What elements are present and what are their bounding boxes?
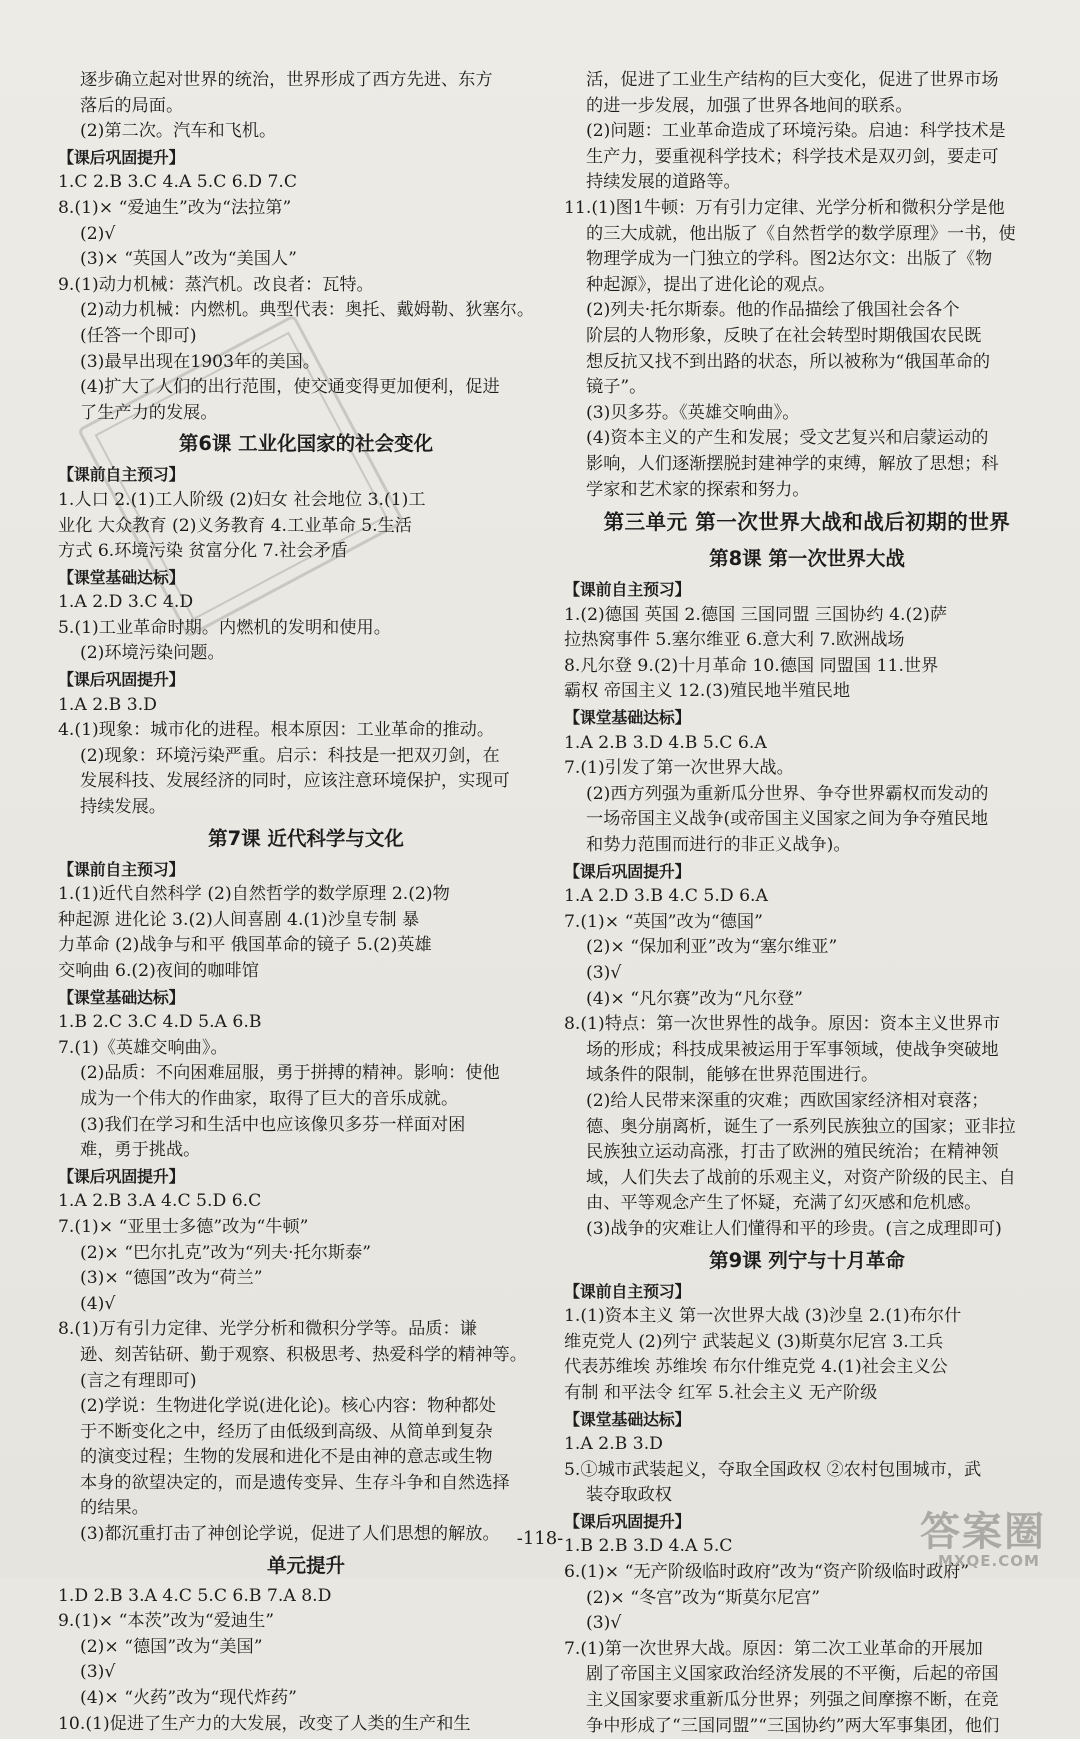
left-text-line: 种起源 进化论 3.(2)人间喜剧 4.(1)沙皇专制 暴 [58,909,420,930]
right-text-line: 影响，人们逐渐摆脱封建神学的束缚，解放了思想；科 [586,453,999,474]
right-text-line: (2)问题：工业革命造成了环境污染。启迪：科学技术是 [586,121,1006,142]
left-text-line: 力革命 (2)战争与和平 俄国革命的镜子 5.(2)英雄 [58,935,432,956]
right-text-line: 民族独立运动高涨，打击了欧洲的殖民统治；在精神领 [586,1142,999,1163]
right-text-line: (2)给人民带来深重的灾难；西欧国家经济相对衰落； [586,1090,989,1111]
left-text-line: 交响曲 6.(2)夜间的咖啡馆 [58,961,259,981]
right-text-line: (3)√ [586,963,622,983]
right-text-line: (2)列夫·托尔斯泰。他的作品描绘了俄国社会各个 [586,300,960,321]
left-text-line: 1.(1)近代自然科学 (2)自然哲学的数学原理 2.(2)物 [58,884,450,905]
right-text-line: 1.(1)资本主义 第一次世界大战 (3)沙皇 2.(1)布尔什 [564,1306,962,1327]
right-text-line: 的三大成就，他出版了《自然哲学的数学原理》一书，使 [586,223,1016,244]
right-text-line: 7.(1)引发了第一次世界大战。 [564,758,794,779]
right-section-heading: 【课堂基础达标】 [564,1409,691,1429]
right-section-heading: 【课堂基础达标】 [564,708,691,728]
right-text-line: 拉热窝事件 5.塞尔维亚 6.意大利 7.欧洲战场 [564,630,905,651]
left-section-heading: 【课前自主预习】 [58,465,185,485]
left-lesson-title: 第6课 工业化国家的社会变化 [178,432,434,456]
right-text-line: 1.A 2.B 3.D [564,1434,663,1455]
right-text-line: 一场帝国主义战争(或帝国主义国家之间为争夺殖民地 [586,809,989,830]
left-text-line: (4)√ [80,1293,116,1314]
right-text-line: (2)× “冬宫”改为“斯莫尔尼宫” [586,1587,821,1608]
right-section-heading: 【课后巩固提升】 [564,861,691,881]
left-text-line: 1.B 2.C 3.C 4.D 5.A 6.B [58,1012,262,1033]
left-text-line: 了生产力的发展。 [80,402,218,423]
left-text-line: 发展科技、发展经济的同时，应该注意环境保护，实现可 [80,771,510,792]
right-text-line: 生产力，要重视科学技术；科学技术是双刃剑，要走可 [586,146,999,167]
left-text-line: 7.(1)《英雄交响曲》。 [58,1037,228,1058]
right-text-line: 活，促进了工业生产结构的巨大变化，促进了世界市场 [586,70,999,90]
right-text-line: 11.(1)图1牛顿：万有引力定律、光学分析和微积分学是他 [564,197,1005,218]
right-lesson-title: 第8课 第一次世界大战 [709,547,905,571]
right-text-line: 有制 和平法令 红军 5.社会主义 无产阶级 [564,1382,878,1403]
left-section-heading: 【课后巩固提升】 [58,147,185,167]
left-text-line: (2)品质：不向困难屈服，勇于拼搏的精神。影响：使他 [80,1063,500,1084]
left-text-line: 于不断变化之中，经历了由低级到高级、从简单到复杂 [80,1421,493,1442]
left-text-line: (3)× “德国”改为“荷兰” [80,1268,263,1289]
left-text-line: (2)第二次。汽车和飞机。 [80,121,277,142]
left-text-line: 10.(1)促进了生产力的大发展，改变了人类的生产和生 [58,1713,471,1734]
right-section-heading: 【课前自主预习】 [564,1281,691,1301]
right-text-line: 由、平等观念产生了怀疑，充满了幻灭感和危机感。 [586,1193,982,1214]
right-text-line: 8.凡尔登 9.(2)十月革命 10.德国 同盟国 11.世界 [564,655,939,676]
left-text-line: (3)√ [80,1662,116,1683]
left-text-line: 5.(1)工业革命时期。内燃机的发明和使用。 [58,617,391,638]
right-text-line: 主义国家要求重新瓜分世界；列强之间摩擦不断，在竞 [586,1690,999,1711]
left-text-line: 1.D 2.B 3.A 4.C 5.C 6.B 7.A 8.D [58,1585,332,1606]
left-text-line: 落后的局面。 [80,95,184,116]
left-text-line: 成为一个伟大的作曲家，取得了巨大的音乐成就。 [80,1088,459,1109]
left-text-line: (4)扩大了人们的出行范围，使交通变得更加便利，促进 [80,377,500,398]
right-text-line: 代表苏维埃 苏维埃 布尔什维克党 4.(1)社会主义公 [564,1357,948,1378]
left-text-line: 本身的欲望决定的，而是遗传变异、生存斗争和自然选择 [80,1472,510,1493]
right-text-line: 1.(2)德国 英国 2.德国 三国同盟 三国协约 4.(2)萨 [564,604,948,625]
left-text-line: 的演变过程；生物的发展和进化不是由神的意志或生物 [80,1447,493,1468]
left-text-line: (2)动力机械：内燃机。典型代表：奥托、戴姆勒、狄塞尔。 [80,300,535,321]
left-text-line: (3)我们在学习和生活中也应该像贝多芬一样面对困 [80,1114,466,1135]
right-text-line: 物理学成为一门独立的学科。图2达尔文：出版了《物 [586,249,993,270]
right-text-line: 5.①城市武装起义，夺取全国政权 ②农村包围城市，武 [564,1459,982,1480]
left-column [58,68,554,1737]
left-text-line: (3)都沉重打击了神创论学说，促进了人们思想的解放。 [80,1524,500,1545]
right-text-line: 持续发展的道路等。 [586,172,741,193]
left-text-line: 1.A 2.D 3.C 4.D [58,592,194,613]
left-section-heading: 【课堂基础达标】 [58,987,185,1007]
right-section-heading: 【课后巩固提升】 [564,1511,691,1531]
left-text-line: 持续发展。 [80,797,166,818]
right-text-line: 的进一步发展，加强了世界各地间的联系。 [586,95,913,116]
right-text-line: (3)√ [586,1613,622,1634]
left-text-line: 1.人口 2.(1)工人阶级 (2)妇女 社会地位 3.(1)工 [58,489,426,510]
left-text-line: (2)学说：生物进化学说(进化论)。核心内容：物种都处 [80,1396,496,1417]
right-text-line: 场的形成；科技成果被运用于军事领域，使战争突破地 [586,1039,999,1060]
left-text-line: 1.A 2.B 3.A 4.C 5.D 6.C [58,1191,262,1212]
right-text-line: (3)贝多芬。《英雄交响曲》。 [586,402,800,423]
left-text-line: 8.(1)× “爱迪生”改为“法拉第” [58,197,292,218]
left-text-line: 9.(1)动力机械：蒸汽机。改良者：瓦特。 [58,274,374,295]
left-text-line: (2)× “德国”改为“美国” [80,1636,263,1657]
left-section-heading: 【课后巩固提升】 [58,670,185,690]
right-text-line: 镜子”。 [586,377,647,398]
left-text-line: (2)环境污染问题。 [80,643,225,664]
right-text-line: 域，人们失去了战前的乐观主义，对资产阶级的民主、自 [586,1167,1016,1188]
left-text-line: (任答一个即可) [80,325,197,346]
left-text-line: 1.C 2.B 3.C 4.A 5.C 6.D 7.C [58,172,297,193]
right-text-line: 8.(1)特点：第一次世界性的战争。原因：资本主义世界市 [564,1014,1001,1035]
left-text-line: 9.(1)× “本茨”改为“爱迪生” [58,1611,275,1632]
left-section-heading: 【课堂基础达标】 [58,567,185,587]
right-text-line: 1.A 2.D 3.B 4.C 5.D 6.A [564,886,768,907]
left-text-line: (言之有理即可) [80,1370,197,1391]
left-lesson-title: 第7课 近代科学与文化 [208,826,404,850]
left-text-line: (3)× “英国人”改为“美国人” [80,249,297,270]
left-text-line: (2)√ [80,223,116,244]
right-text-line: 和势力范围而进行的非正义战争)。 [586,835,851,856]
right-text-line: 1.A 2.B 3.D 4.B 5.C 6.A [564,732,767,753]
right-text-line: (4)资本主义的产生和发展；受文艺复兴和启蒙运动的 [586,428,989,449]
right-text-line: 装夺取政权 [586,1485,672,1506]
left-text-line: 业化 大众教育 (2)义务教育 4.工业革命 5.生活 [58,515,412,536]
right-column [564,68,1050,1739]
right-text-line: 想反抗又找不到出路的状态，所以被称为“俄国革命的 [586,351,991,372]
right-text-line: 1.B 2.B 3.D 4.A 5.C [564,1536,733,1557]
right-text-line: 德、奥分崩离析，诞生了一系列民族独立的国家；亚非拉 [586,1116,1016,1137]
right-text-line: 维克党人 (2)列宁 武装起义 (3)斯莫尔尼宫 3.工兵 [564,1331,944,1352]
watermark-logo: 答案圈 MXQE.COM [920,1509,1046,1570]
left-text-line: 1.A 2.B 3.D [58,694,157,715]
page-number: -118- [516,1528,564,1549]
left-text-line: 4.(1)现象：城市化的进程。根本原因：工业革命的推动。 [58,720,495,741]
left-text-line: (4)× “火药”改为“现代炸药” [80,1688,297,1709]
right-lesson-title: 第9课 列宁与十月革命 [709,1248,905,1272]
right-text-line: 剧了帝国主义国家政治经济发展的不平衡，后起的帝国 [586,1664,999,1685]
left-text-line: 的结果。 [80,1498,149,1519]
right-text-line: 阶层的人物形象，反映了在社会转型时期俄国农民既 [586,325,982,346]
right-section-heading: 【课前自主预习】 [564,580,691,600]
right-text-line: 7.(1)第一次世界大战。原因：第二次工业革命的开展加 [564,1638,983,1659]
left-text-line: 难，勇于挑战。 [80,1140,201,1161]
left-text-line: (2)现象：环境污染严重。启示：科技是一把双刃剑，在 [80,745,500,766]
left-section-heading: 【课前自主预习】 [58,859,185,879]
left-text-line: 方式 6.环境污染 贫富分化 7.社会矛盾 [58,541,348,562]
right-text-line: (2)西方列强为重新瓜分世界、争夺世界霸权而发动的 [586,783,989,804]
right-text-line: 域条件的限制，能够在世界范围进行。 [586,1065,879,1086]
right-text-line: 6.(1)× “无产阶级临时政府”改为“资产阶级临时政府” [564,1562,970,1583]
left-text-line: 逐步确立起对世界的统治，世界形成了西方先进、东方 [80,70,493,90]
left-text-line: 7.(1)× “亚里士多德”改为“牛顿” [58,1216,309,1237]
right-text-line: 霸权 帝国主义 12.(3)殖民地半殖民地 [564,681,851,702]
left-lesson-title: 单元提升 [266,1553,345,1577]
right-text-line: 7.(1)× “英国”改为“德国” [564,911,763,932]
right-text-line: (3)战争的灾难让人们懂得和平的珍贵。(言之成理即可) [586,1218,1002,1239]
left-text-line: 8.(1)万有引力定律、光学分析和微积分学等。品质：谦 [58,1319,477,1340]
right-text-line: (2)× “保加利亚”改为“塞尔维亚” [586,937,838,958]
left-text-line: (2)× “巴尔扎克”改为“列夫·托尔斯泰” [80,1242,372,1263]
right-text-line: 争中形成了“三国同盟”“三国协约”两大军事集团，他们 [586,1715,1000,1736]
right-unit-title: 第三单元 第一次世界大战和战后初期的世界 [603,510,1011,535]
right-text-line: 学家和艺术家的探索和努力。 [586,479,810,500]
left-section-heading: 【课后巩固提升】 [58,1166,185,1186]
right-text-line: (4)× “凡尔赛”改为“凡尔登” [586,988,803,1009]
left-text-line: (3)最早出现在1903年的美国。 [80,351,320,372]
left-text-line: 逊、刻苦钻研、勤于观察、积极思考、热爱科学的精神等。 [80,1344,527,1365]
right-text-line: 种起源》，提出了进化论的观点。 [586,274,836,295]
